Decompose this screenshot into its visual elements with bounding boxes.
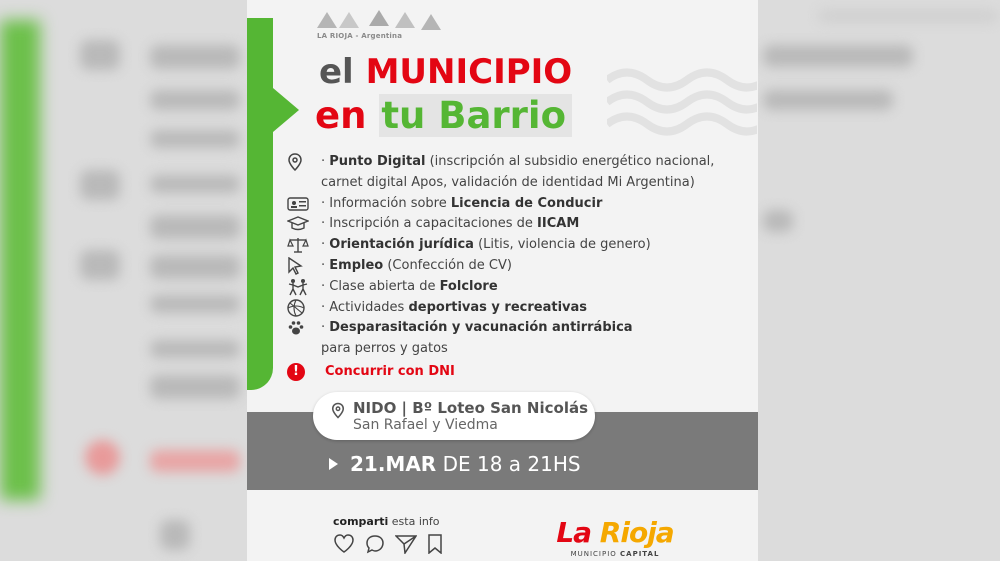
services-list xyxy=(287,152,747,383)
comment-icon[interactable] xyxy=(365,534,385,559)
title-line-1: el MUNICIPIO xyxy=(319,52,573,92)
list-item: para perros y gatos xyxy=(321,341,448,357)
poster xyxy=(247,0,758,561)
heart-icon[interactable] xyxy=(333,534,355,559)
graduation-cap-icon xyxy=(287,214,321,234)
alert-icon: ! xyxy=(287,363,305,381)
scales-icon xyxy=(287,235,321,255)
notice-row xyxy=(287,362,747,383)
ball-icon xyxy=(287,298,321,318)
location-pin-icon xyxy=(287,152,321,172)
list-item: · Inscripción a capacitaciones de IICAM xyxy=(287,214,747,235)
list-item: · Actividades deportivas y recreativas xyxy=(287,298,747,319)
dancers-icon xyxy=(287,277,321,297)
bookmark-icon[interactable] xyxy=(427,534,443,559)
la-rioja-argentina-logo xyxy=(317,6,447,40)
list-item: · Desparasitación y vacunación antirrábica xyxy=(287,318,747,339)
list-item: · Información sobre Licencia de Conducir xyxy=(287,194,747,215)
list-item: · Empleo (Confección de CV) xyxy=(287,256,747,277)
green-accent-tab xyxy=(247,18,273,390)
notice-text: Concurrir con DNI xyxy=(325,363,455,379)
location-pill xyxy=(313,392,595,440)
paw-icon xyxy=(287,318,321,338)
logo-caption: LA RIOJA - Argentina xyxy=(317,32,403,40)
id-card-icon xyxy=(287,194,321,214)
decorative-waves xyxy=(607,60,757,150)
list-item: · Orientación jurídica (Litis, violencia de genero) xyxy=(287,235,747,256)
event-date: 21.MAR DE 18 a 21HS xyxy=(329,452,581,476)
share-label: comparti esta info xyxy=(333,515,440,528)
blurred-background-left xyxy=(0,0,247,561)
municipio-capital-logo: La Rioja MUNICIPIO CAPITAL xyxy=(556,516,674,558)
list-item: · Punto Digital (inscripción al subsidio energético nacional, xyxy=(287,152,747,173)
location-address: San Rafael y Viedma xyxy=(353,417,498,433)
cursor-icon xyxy=(287,256,321,276)
list-item: · Clase abierta de Folclore xyxy=(287,277,747,298)
title-line-2: en tu Barrio xyxy=(315,94,572,138)
location-name: NIDO | Bº Loteo San Nicolás xyxy=(353,399,589,417)
play-arrow-icon xyxy=(329,458,338,470)
location-pin-icon xyxy=(331,402,345,423)
send-icon[interactable] xyxy=(395,534,417,559)
share-section xyxy=(333,515,443,559)
list-item: carnet digital Apos, validación de identidad Mi Argentina) xyxy=(321,174,695,190)
blurred-background-right xyxy=(758,0,1000,561)
